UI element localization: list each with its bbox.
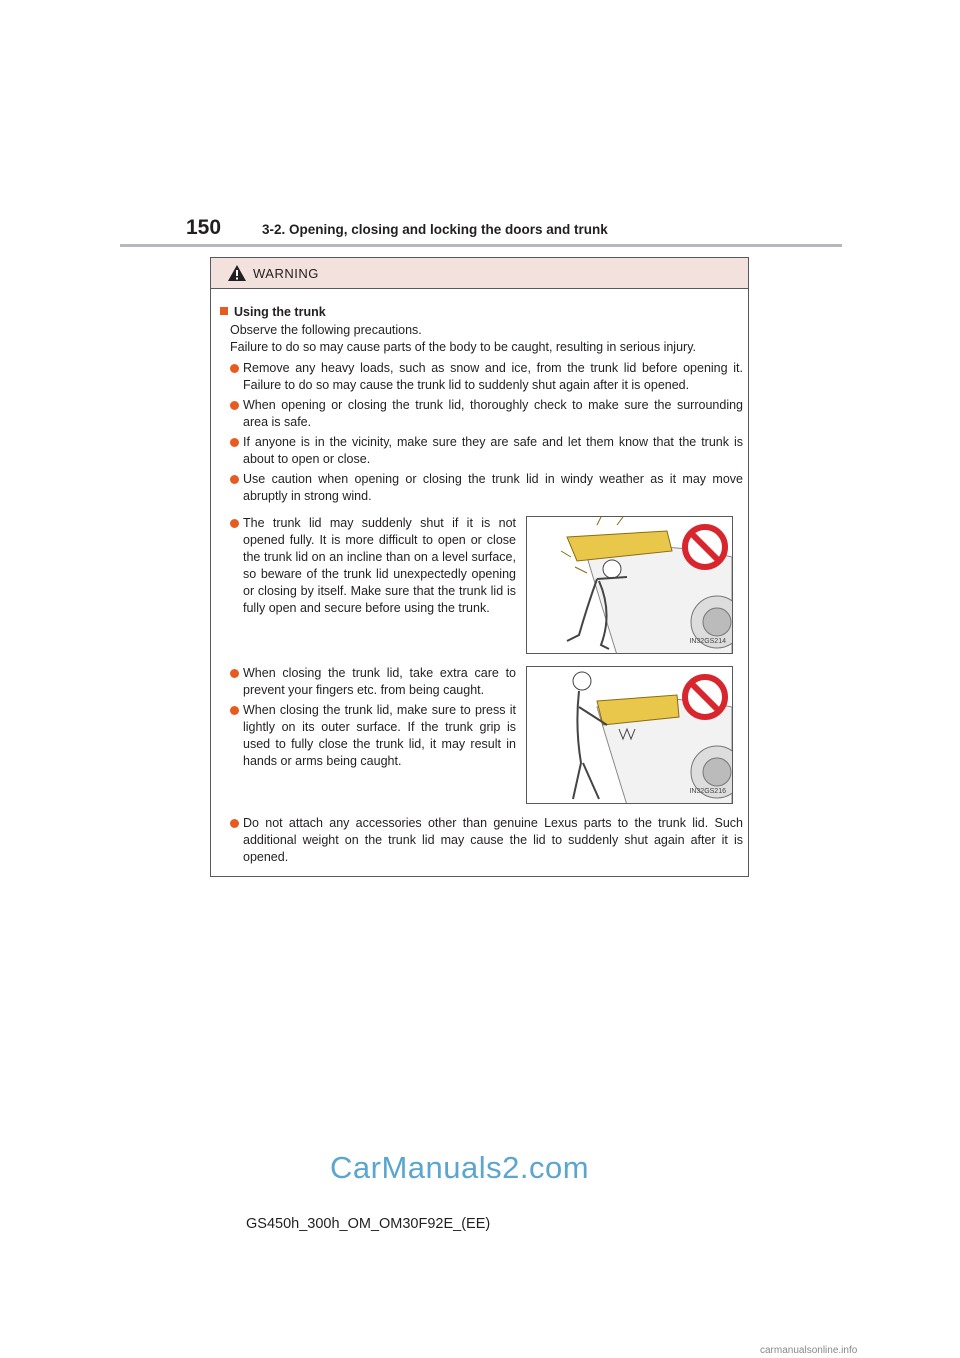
page-number: 150	[186, 216, 222, 239]
bullet-text: When opening or closing the trunk lid, thoroughly check to make sure the surrounding area is safe.	[243, 398, 743, 429]
section-title: 3-2. Opening, closing and locking the doors and trunk	[262, 222, 608, 237]
bullet-dot-icon	[230, 706, 239, 715]
bullet-item	[230, 360, 743, 394]
bullet-dot-icon	[230, 819, 239, 828]
bullet-dot-icon	[230, 475, 239, 484]
bullet-item	[230, 702, 516, 770]
warning-content	[211, 288, 748, 876]
bullet-text: The trunk lid may suddenly shut if it is not opened fully. It is more difficult to open or close the trunk lid on an incline than on a level surface, so beware of the trunk lid unexpectedly opening or closing by itself. Make sure that the trunk lid is fully open and secure before using the trunk.	[243, 516, 516, 615]
warning-triangle-icon	[227, 264, 247, 282]
bullet-text: If anyone is in the vicinity, make sure they are safe and let them know that the trunk is about to open or close.	[243, 435, 743, 466]
heading-text: Using the trunk	[234, 305, 326, 319]
bullet-item	[230, 471, 743, 505]
warning-header	[211, 258, 748, 289]
bullet-item	[230, 665, 516, 699]
bullet-text: Remove any heavy loads, such as snow and ice, from the trunk lid before opening it. Failure to do so may cause the trunk lid to suddenly shut again after it is opened.	[243, 361, 743, 392]
intro-text	[230, 322, 740, 356]
figure-trunk-lid-falling	[526, 516, 733, 654]
bullet-dot-icon	[230, 669, 239, 678]
bullet-text: When closing the trunk lid, make sure to press it lightly on its outer surface. If the trunk grip is used to fully close the trunk lid, it may result in hands or arms being caught.	[243, 703, 516, 768]
bullet-dot-icon	[230, 401, 239, 410]
square-bullet-icon	[220, 307, 228, 315]
bullet-item	[230, 815, 743, 866]
bullet-item	[230, 397, 743, 431]
warning-box	[210, 257, 749, 877]
header-rule	[120, 244, 842, 247]
figure-code: IN32GS216	[689, 788, 726, 795]
bullet-dot-icon	[230, 438, 239, 447]
bullet-item	[230, 434, 743, 468]
figure-code: IN32GS214	[689, 638, 726, 645]
bullet-text: When closing the trunk lid, take extra care to prevent your fingers etc. from being caught.	[243, 666, 516, 697]
bullet-text: Do not attach any accessories other than genuine Lexus parts to the trunk lid. Such additional weight on the trunk lid may cause the lid to suddenly shut again after it is opened.	[243, 816, 743, 864]
bullet-dot-icon	[230, 519, 239, 528]
figure-trunk-lid-closing	[526, 666, 733, 804]
footer-url: carmanualsonline.info	[760, 1345, 858, 1356]
bullet-item	[230, 515, 516, 617]
bullet-dot-icon	[230, 364, 239, 373]
intro-line-2: Failure to do so may cause parts of the body to be caught, resulting in serious injury.	[230, 340, 696, 354]
bullet-text: Use caution when opening or closing the trunk lid in windy weather as it may move abruptly in strong wind.	[243, 472, 743, 503]
intro-line-1: Observe the following precautions.	[230, 323, 422, 337]
warning-heading	[220, 304, 326, 321]
footer-doc-code: GS450h_300h_OM_OM30F92E_(EE)	[246, 1216, 491, 1232]
warning-label: WARNING	[253, 266, 319, 281]
watermark-logo: CarManuals2.com	[330, 1150, 590, 1185]
